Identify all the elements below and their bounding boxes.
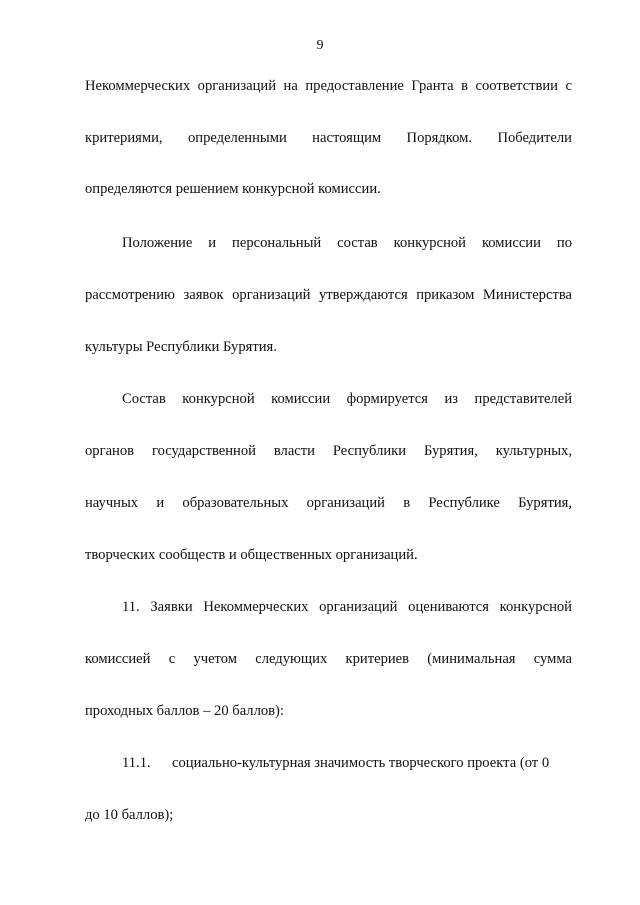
text-line: творческих сообществ и общественных организаций.: [85, 547, 418, 563]
text-line: комиссией с учетом следующих критериев (минимальная сумма: [85, 651, 572, 667]
text-line: проходных баллов – 20 баллов):: [85, 703, 284, 719]
list-item-text: социально-культурная значимость творческого проекта (от 0: [172, 755, 550, 771]
list-item: [122, 754, 572, 772]
list-item-number: 11.1.: [122, 755, 151, 771]
text-line: до 10 баллов);: [85, 807, 174, 823]
text-line: критериями, определенными настоящим Порядком. Победители: [85, 130, 572, 146]
text-line: рассмотрению заявок организаций утверждаются приказом Министерства: [85, 287, 572, 303]
text-line: Состав конкурсной комиссии формируется из представителей: [122, 391, 572, 407]
text-line: Положение и персональный состав конкурсной комиссии по: [122, 235, 572, 251]
text-line: Некоммерческих организаций на предоставление Гранта в соответствии с: [85, 78, 572, 94]
text-line: научных и образовательных организаций в Республике Бурятия,: [85, 495, 572, 511]
text-line: определяются решением конкурсной комиссии.: [85, 181, 381, 197]
text-line: 11. Заявки Некоммерческих организаций оцениваются конкурсной: [122, 599, 572, 615]
text-line: органов государственной власти Республики Бурятия, культурных,: [85, 443, 572, 459]
text-line: культуры Республики Бурятия.: [85, 339, 277, 355]
page-number: 9: [316, 38, 324, 53]
